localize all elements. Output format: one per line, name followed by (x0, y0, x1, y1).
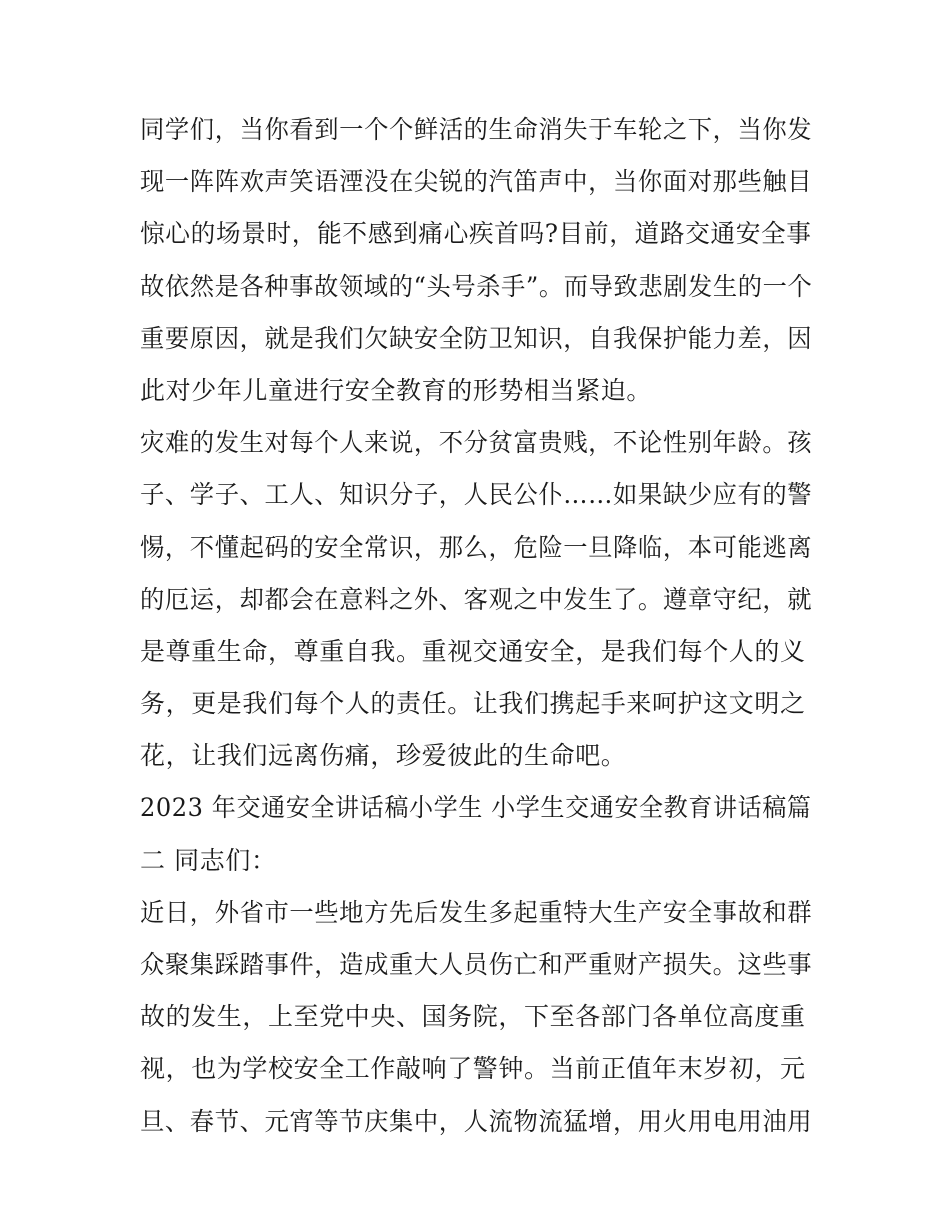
text-line: 的厄运，却都会在意料之外、客观之中发生了。遵章守纪，就 (140, 584, 813, 614)
section-heading-line: 二 同志们： (140, 845, 277, 875)
document-body (140, 104, 812, 1148)
text-line: 同学们，当你看到一个个鲜活的生命消失于车轮之下，当你发 (140, 115, 813, 144)
section-heading-line: 2023 年交通安全讲话稿小学生 小学生交通安全教育讲话稿篇 (140, 793, 812, 823)
text-line: 是尊重生命，尊重自我。重视交通安全，是我们每个人的义 (140, 636, 806, 666)
text-line: 务，更是我们每个人的责任。让我们携起手来呵护这文明之 (140, 689, 806, 719)
text-line: 故的发生，上至党中央、国务院，下至各部门各单位高度重 (140, 1002, 806, 1032)
text-line: 子、学子、工人、知识分子，人民公仆……如果缺少应有的警 (140, 480, 813, 510)
text-line: 故依然是各种事故领域的“头号杀手”。而导致悲剧发生的一个 (140, 271, 813, 301)
text-line: 视，也为学校安全工作敲响了警钟。当前正值年末岁初，元 (140, 1054, 806, 1084)
text-line: 重要原因，就是我们欠缺安全防卫知识，自我保护能力差，因 (140, 323, 813, 353)
text-line: 惕，不懂起码的安全常识，那么，危险一旦降临，本可能逃离 (140, 532, 813, 562)
text-line: 现一阵阵欢声笑语湮没在尖锐的汽笛声中，当你面对那些触目 (140, 167, 813, 197)
text-line: 灾难的发生对每个人来说，不分贫富贵贱，不论性别年龄。孩 (140, 428, 813, 458)
text-line: 近日，外省市一些地方先后发生多起重特大生产安全事故和群 (140, 897, 813, 927)
text-line: 惊心的场景时，能不感到痛心疾首吗?目前，道路交通安全事 (140, 219, 812, 249)
text-line: 众聚集踩踏事件，造成重大人员伤亡和严重财产损失。这些事 (140, 950, 813, 979)
text-line: 此对少年儿童进行安全教育的形势相当紧迫。 (140, 375, 653, 405)
text-line: 花，让我们远离伤痛，珍爱彼此的生命吧。 (140, 741, 627, 771)
text-line: 旦、春节、元宵等节庆集中，人流物流猛增，用火用电用油用 (140, 1106, 813, 1136)
